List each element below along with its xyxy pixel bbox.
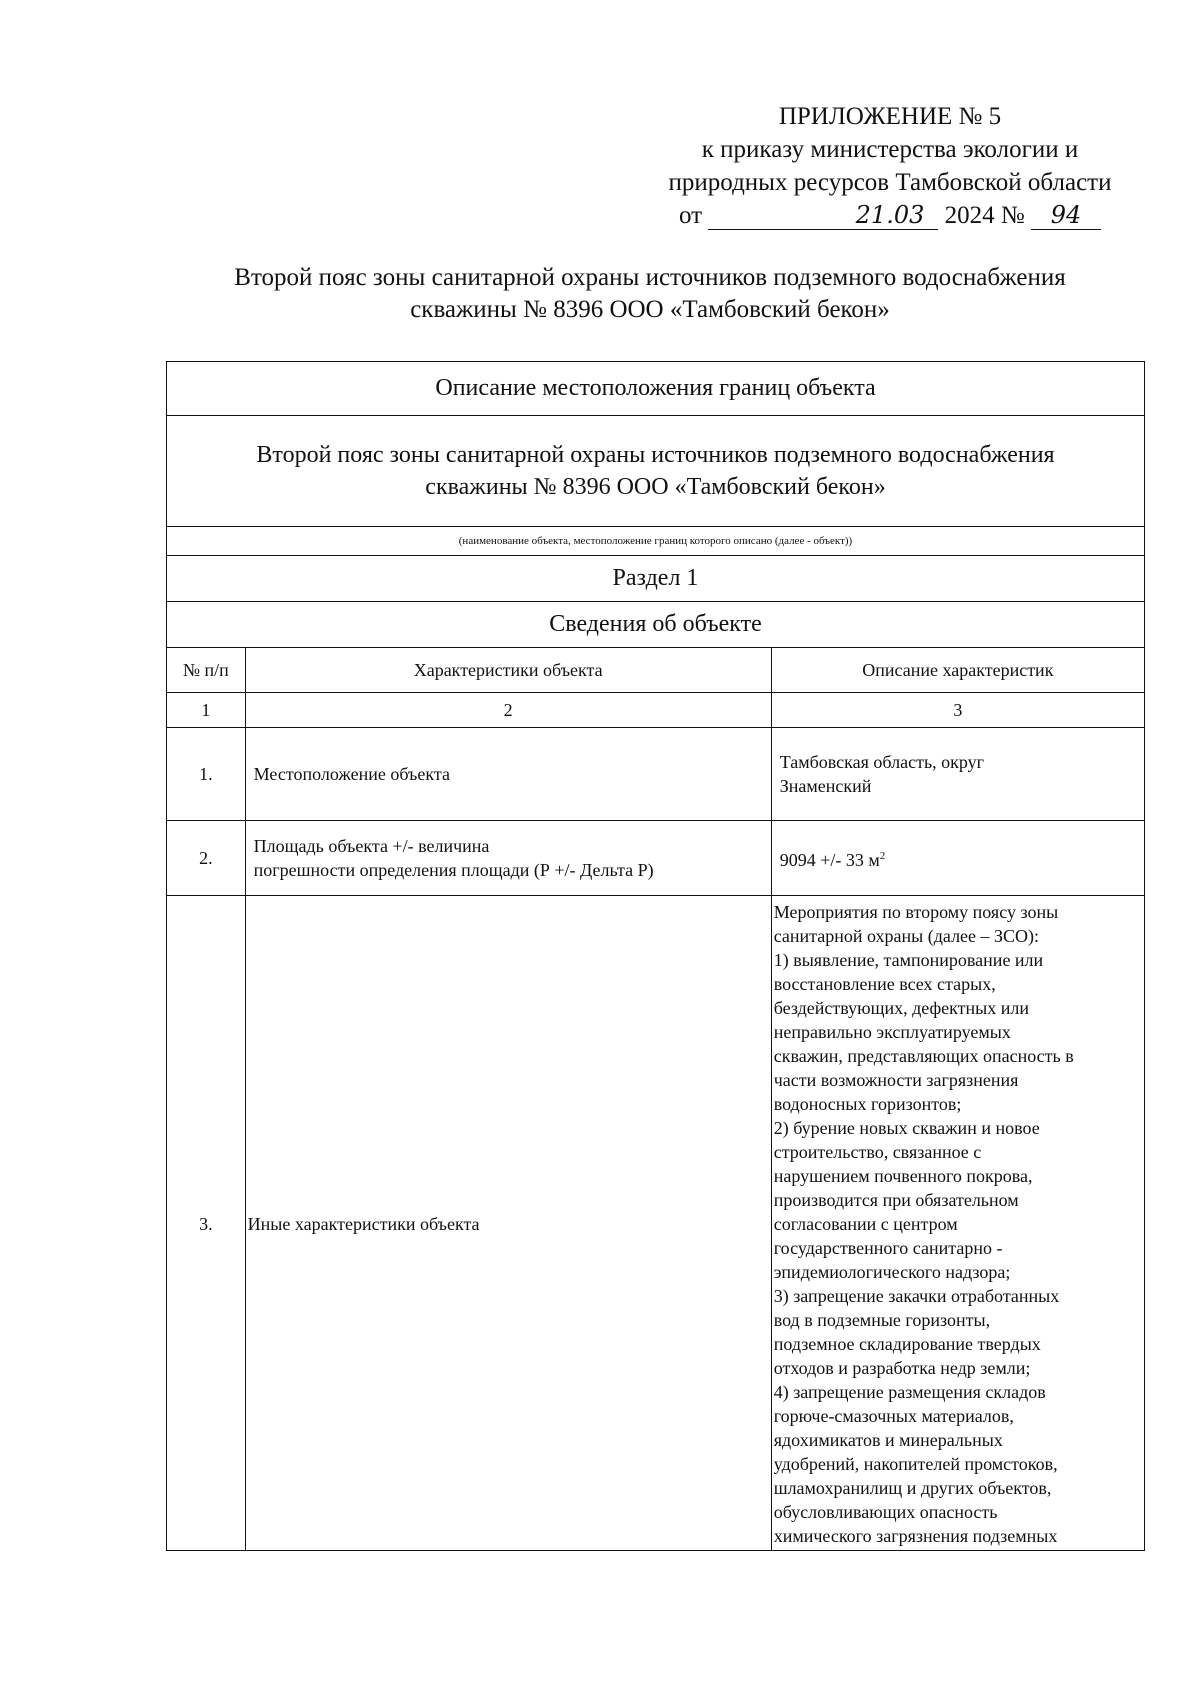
object-name-caption: (наименование объекта, местоположение границ которого описано (далее - объект)) [167, 527, 1145, 556]
measures-line: шламохранилищ и других объектов, [773, 1478, 1052, 1498]
column-header-description: Описание характеристик [771, 648, 1144, 693]
table-row [167, 821, 1145, 896]
row-number: 2. [167, 821, 246, 896]
document-title-line-2: скважины № 8396 ООО «Тамбовский бекон» [410, 296, 890, 323]
object-name-line-1: Второй пояс зоны санитарной охраны источников подземного водоснабжения [256, 442, 1055, 468]
section-label: Раздел 1 [167, 556, 1145, 602]
measures-line: 4) запрещение размещения складов [773, 1382, 1046, 1402]
appendix-line-2: к приказу министерства экологии и [701, 136, 1079, 163]
table-row [167, 728, 1145, 821]
appendix-line-3: природных ресурсов Тамбовской области [668, 169, 1112, 196]
column-number-1: 1 [167, 693, 246, 728]
measures-line: части возможности загрязнения [773, 1070, 1019, 1090]
measures-line: подземное складирование твердых [773, 1334, 1041, 1354]
measures-line: водоносных горизонтов; [773, 1094, 962, 1114]
area-value: 9094 +/- 33 м [779, 850, 880, 870]
object-name-row [167, 416, 1145, 527]
column-number-2: 2 [245, 693, 771, 728]
section-title-row [167, 602, 1145, 648]
column-header-characteristic: Характеристики объекта [245, 648, 771, 693]
table-header: Описание местоположения границ объекта [167, 362, 1145, 416]
row-description-line: Тамбовская область, округ [779, 752, 985, 772]
column-header-row [167, 648, 1145, 693]
measures-line: Мероприятия по второму поясу зоны [773, 902, 1059, 922]
measures-line: производится при обязательном [773, 1190, 1019, 1210]
row-number: 3. [167, 896, 246, 1551]
measures-line: горюче-смазочных материалов, [773, 1406, 1014, 1426]
measures-line: ядохимикатов и минеральных [773, 1430, 1003, 1450]
row-characteristic: Иные характеристики объекта [245, 896, 771, 1551]
measures-line: отходов и разработка недр земли; [773, 1358, 1031, 1378]
measures-line: вод в подземные горизонты, [773, 1310, 991, 1330]
measures-line: нарушением почвенного покрова, [773, 1166, 1033, 1186]
measures-line: санитарной охраны (далее – ЗСО): [773, 926, 1040, 946]
column-header-number: № п/п [167, 648, 246, 693]
row-characteristic-line: погрешности определения площади (Р +/- Дельта Р) [253, 860, 654, 880]
caption-row [167, 527, 1145, 556]
measures-line: скважин, представляющих опасность в [773, 1046, 1074, 1066]
measures-line: 3) запрещение закачки отработанных [773, 1286, 1060, 1306]
handwritten-date: 21.03 [708, 201, 938, 230]
row-characteristic-line: Площадь объекта +/- величина [253, 836, 490, 856]
row-number: 1. [167, 728, 246, 821]
row-description [771, 896, 1144, 1551]
measures-line: 2) бурение новых скважин и новое [773, 1118, 1040, 1138]
column-number-row [167, 693, 1145, 728]
boundary-description-table [166, 361, 1145, 1551]
document-title [150, 262, 1150, 326]
section-row [167, 556, 1145, 602]
section-title: Сведения об объекте [167, 602, 1145, 648]
row-characteristic [245, 821, 771, 896]
column-number-3: 3 [771, 693, 1144, 728]
document-title-line-1: Второй пояс зоны санитарной охраны источников подземного водоснабжения [234, 264, 1066, 291]
appendix-header [630, 100, 1150, 232]
measures-line: эпидемиологического надзора; [773, 1262, 1011, 1282]
measures-line: удобрений, накопителей промстоков, [773, 1454, 1058, 1474]
area-unit-superscript: 2 [879, 850, 886, 862]
measures-line: обусловливающих опасность [773, 1502, 998, 1522]
measures-line: 1) выявление, тампонирование или [773, 950, 1044, 970]
handwritten-number: 94 [1031, 201, 1101, 230]
row-description [771, 821, 1144, 896]
measures-line: государственного санитарно - [773, 1238, 1003, 1258]
table-header-row [167, 362, 1145, 416]
object-name-cell [167, 416, 1145, 527]
appendix-title: ПРИЛОЖЕНИЕ № 5 [778, 103, 1002, 130]
measures-line: согласовании с центром [773, 1214, 958, 1234]
measures-line: строительство, связанное с [773, 1142, 982, 1162]
order-date-line [630, 199, 1150, 232]
object-name-line-2: скважины № 8396 ООО «Тамбовский бекон» [425, 474, 886, 500]
row-description [771, 728, 1144, 821]
measures-line: неправильно эксплуатируемых [773, 1022, 1011, 1042]
table-row [167, 896, 1145, 1551]
measures-line: восстановление всех старых, [773, 974, 996, 994]
order-year: 2024 № [944, 202, 1025, 229]
measures-line: бездействующих, дефектных или [773, 998, 1029, 1018]
row-description-line: Знаменский [779, 776, 872, 796]
measures-line: химического загрязнения подземных [773, 1526, 1058, 1546]
measures-text [772, 898, 1144, 1548]
from-prefix: от [679, 202, 703, 229]
row-characteristic: Местоположение объекта [245, 728, 771, 821]
